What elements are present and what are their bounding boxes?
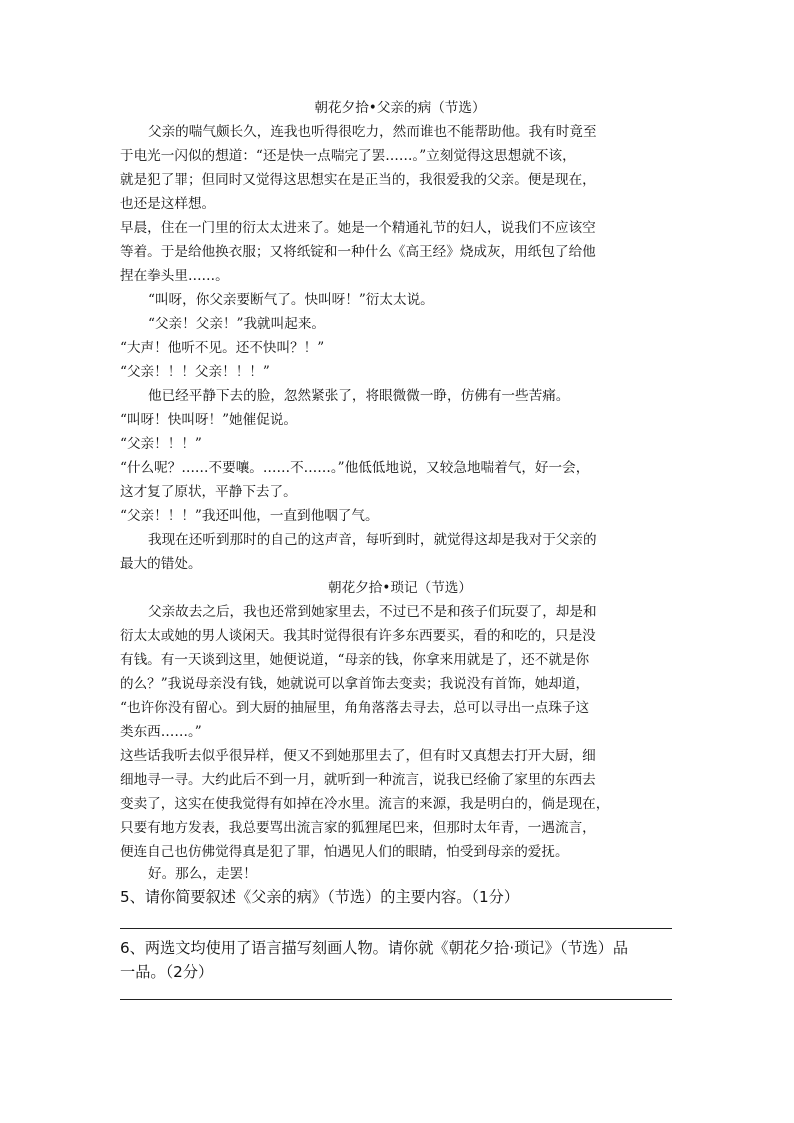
passage1-title: 朝花夕拾•父亲的病（节选） (314, 100, 486, 116)
passage2-line: 类东西……。” (120, 724, 202, 740)
question-6-line2: 一品。（2分） (120, 963, 214, 981)
passage2-line: 便连自己也仿佛觉得真是犯了罪，怕遇见人们的眼睛，怕受到母亲的爱抚。 (120, 844, 569, 860)
passage1-line: 他已经平静下去的脸，忽然紧张了，将眼微微一睁，仿佛有一些苦痛。 (148, 388, 570, 404)
passage1-line: 我现在还听到那时的自己的这声音，每听到时，就觉得这却是我对于父亲的 (148, 532, 597, 548)
passage2-line: 好。那么，走罢！ (148, 866, 257, 882)
passage1-line: “父亲！！！” (120, 436, 202, 452)
passage1-line: “什么呢？……不要嚷。……不……。”他低低地说，又较急地喘着气，好一会， (120, 460, 590, 476)
passage2-line: 有钱。有一天谈到这里，她便说道，“母亲的钱，你拿来用就是了，还不就是你 (120, 652, 590, 668)
passage1-line: “叫呀！快叫呀！”她催促说。 (120, 412, 298, 428)
passage1-line: 等着。于是给他换衣服；又将纸锭和一种什么《高王经》烧成灰，用纸包了给他 (120, 244, 596, 260)
passage2-line: 变卖了，这实在使我觉得有如掉在冷水里。流言的来源，我是明白的，倘是现在， (120, 796, 610, 812)
passage2-line: 的么？”我说母亲没有钱，她就说可以拿首饰去变卖；我说没有首饰，她却道， (120, 676, 590, 692)
answer-line-6[interactable] (120, 999, 672, 1000)
passage1-line: 早晨，住在一门里的衍太太进来了。她是一个精通礼节的妇人，说我们不应该空 (120, 220, 596, 236)
passage2-title: 朝花夕拾•琐记（节选） (328, 580, 472, 596)
question-6-line1: 6、两选文均使用了语言描写刻画人物。请你就《朝花夕拾·琐记》（节选）品 (120, 939, 629, 957)
passage1-line: “父亲！！！”我还叫他，一直到他咽了气。 (120, 508, 379, 524)
passage2-line: 衍太太或她的男人谈闲天。我其时觉得很有许多东西要买，看的和吃的，只是没 (120, 628, 596, 644)
question-5: 5、请你简要叙述《父亲的病》（节选）的主要内容。（1分） (120, 888, 520, 906)
passage2-line: 父亲故去之后，我也还常到她家里去，不过已不是和孩子们玩耍了，却是和 (148, 604, 597, 620)
passage2-line: 这些话我听去似乎很异样，便又不到她那里去了，但有时又真想去打开大厨，细 (120, 748, 596, 764)
passage2-line: “也许你没有留心。到大厨的抽屉里，角角落落去寻去，总可以寻出一点珠子这 (120, 700, 590, 716)
passage1-line: 于电光一闪似的想道：“还是快一点喘完了罢……。”立刻觉得这思想就不该， (120, 148, 576, 164)
passage1-line: 父亲的喘气颇长久，连我也听得很吃力，然而谁也不能帮助他。我有时竟至 (148, 124, 597, 140)
passage1-line: 最大的错处。 (120, 556, 202, 572)
passage1-line: 就是犯了罪；但同时又觉得这思想实在是正当的，我很爱我的父亲。便是现在， (120, 172, 596, 188)
passage1-line: 也还是这样想。 (120, 196, 216, 212)
passage1-line: 捏在拳头里……。 (120, 268, 229, 284)
passage1-line: “父亲！父亲！”我就叫起来。 (148, 316, 326, 332)
passage1-line: “大声！他听不见。还不快叫？！” (120, 340, 325, 356)
passage2-line: 细地寻一寻。大约此后不到一月，就听到一种流言，说我已经偷了家里的东西去 (120, 772, 596, 788)
passage1-line: 这才复了原状，平静下去了。 (120, 484, 297, 500)
answer-line-5[interactable] (120, 928, 672, 929)
passage1-line: “叫呀，你父亲要断气了。快叫呀！”衍太太说。 (148, 292, 434, 308)
passage1-line: “父亲！！！父亲！！！” (120, 364, 270, 380)
passage2-line: 只要有地方发表，我总要骂出流言家的狐狸尾巴来，但那时太年青，一遇流言， (120, 820, 596, 836)
